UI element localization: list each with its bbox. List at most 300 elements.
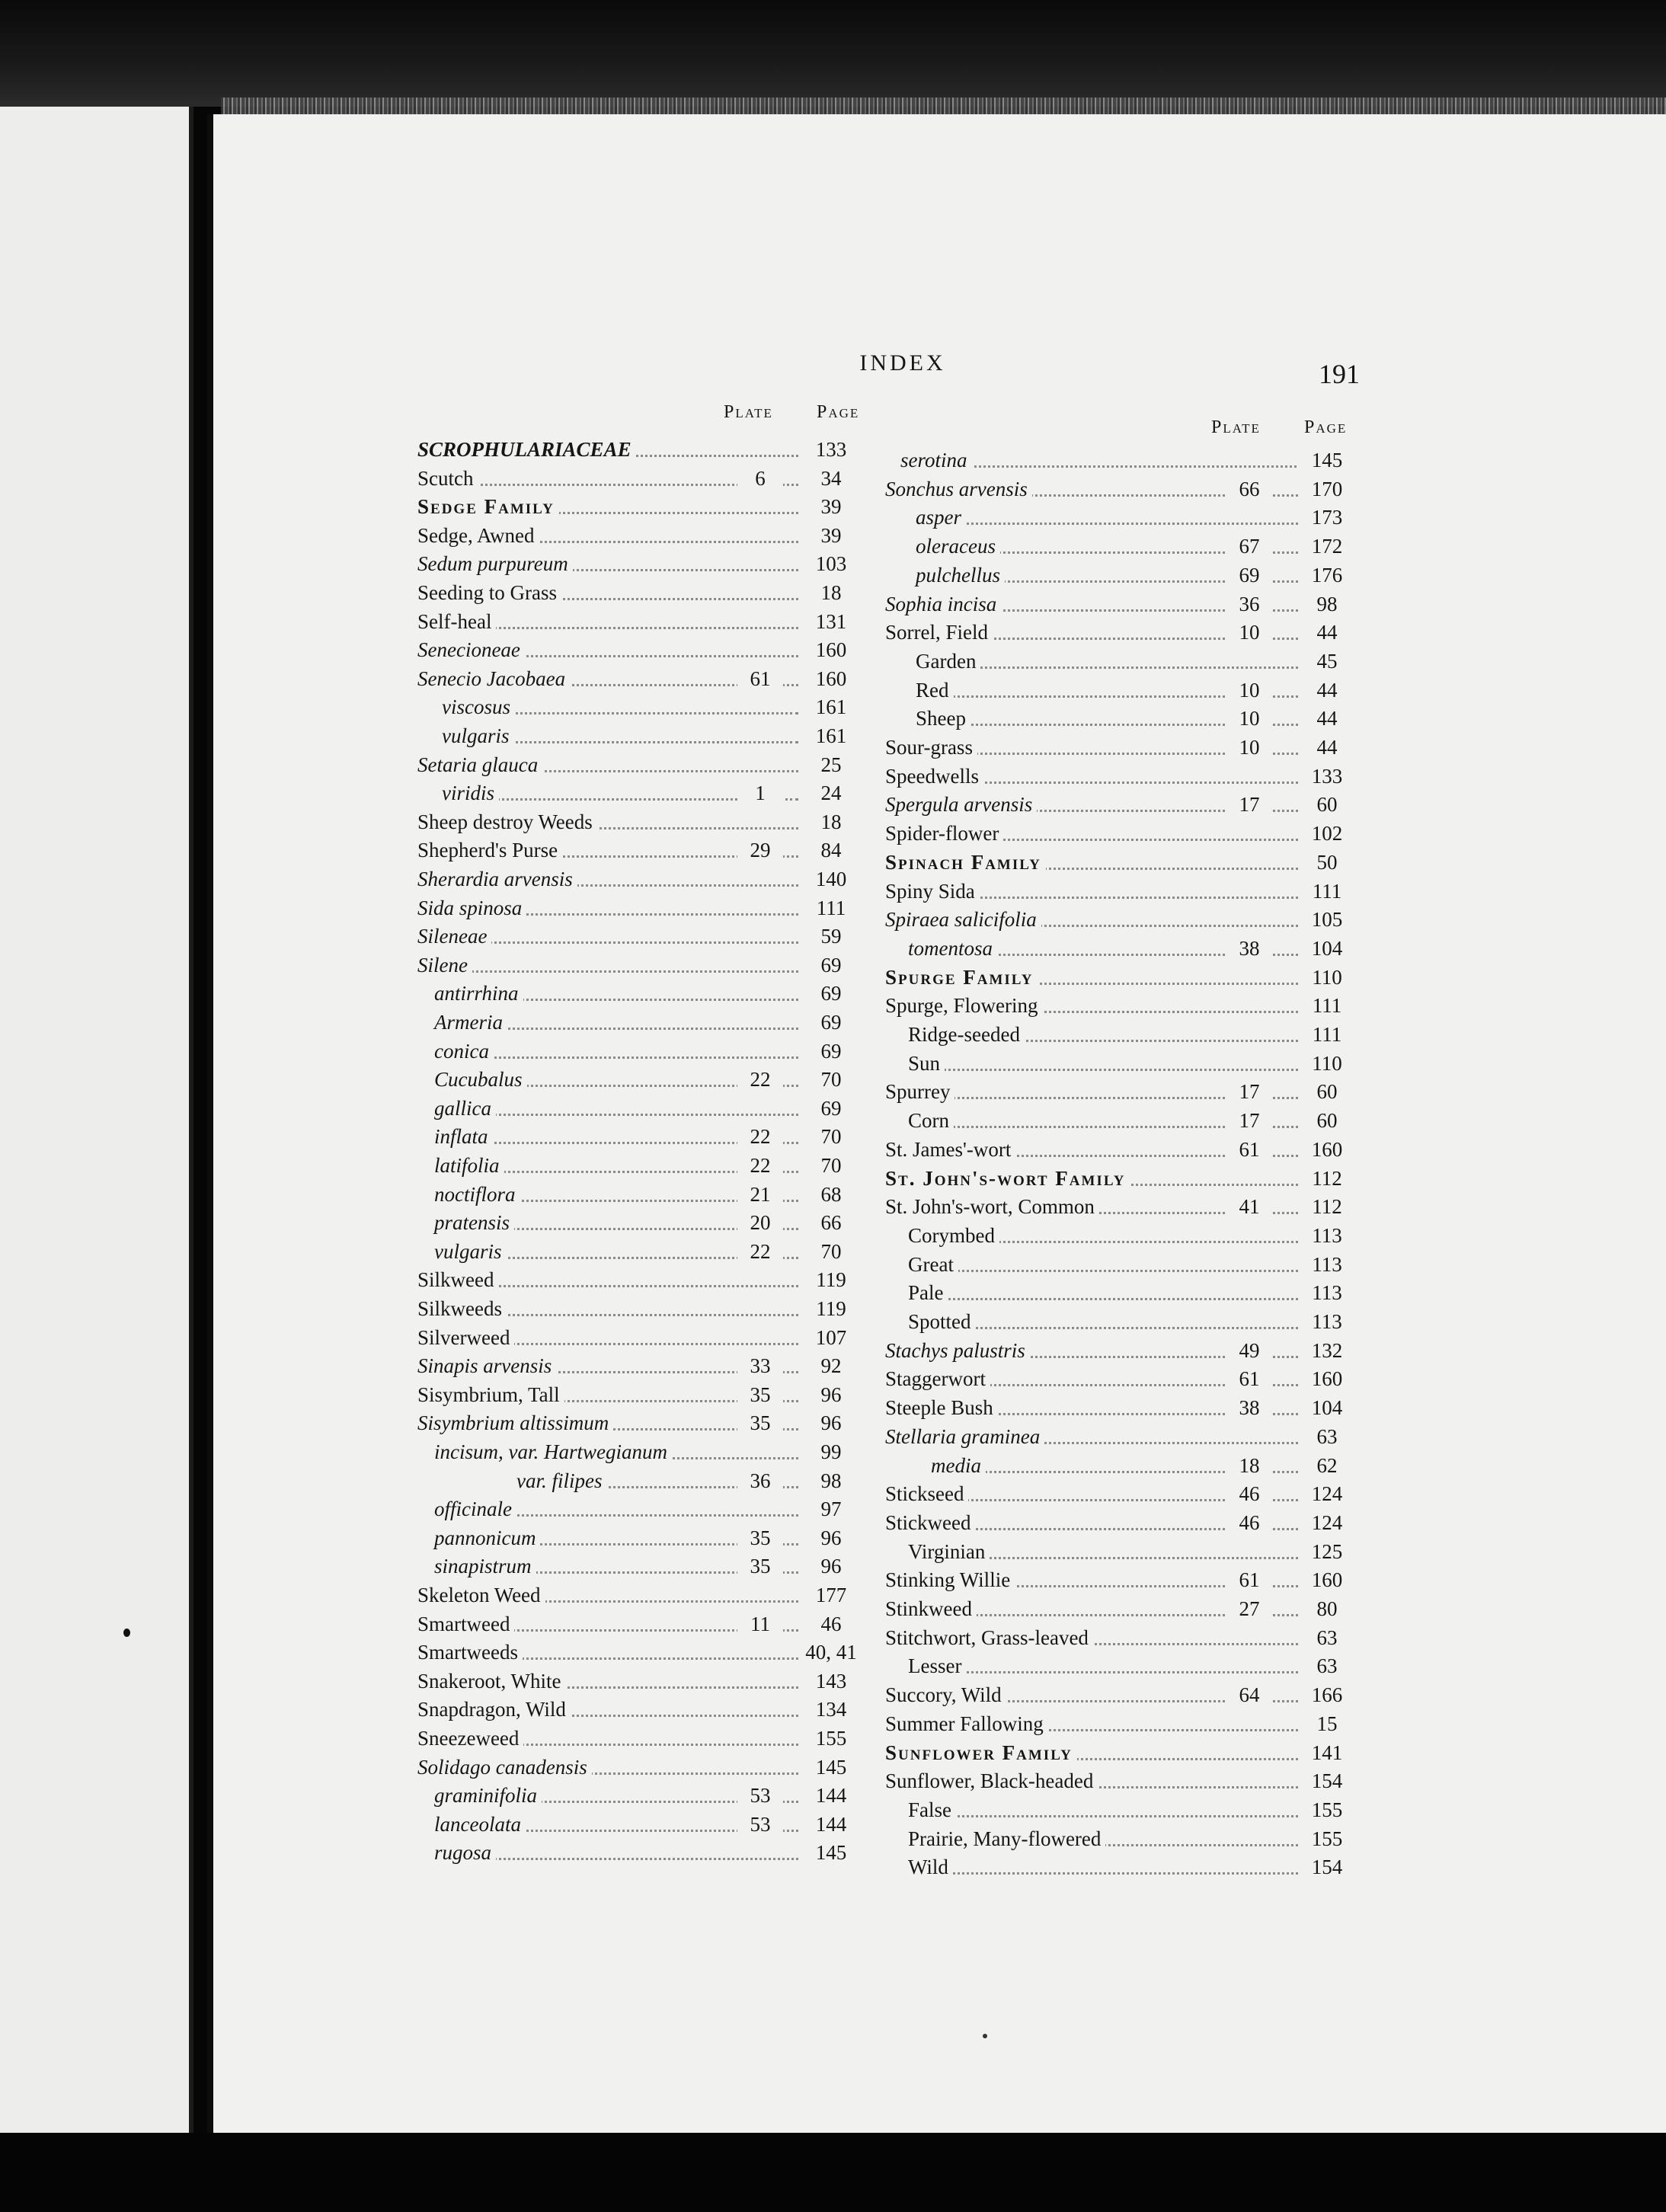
entry-term: Great xyxy=(908,1249,958,1280)
entry-plate: 22 xyxy=(737,1121,783,1152)
entry-page: 45 xyxy=(1298,646,1356,676)
index-entry xyxy=(885,761,1373,791)
entry-plate: 61 xyxy=(1226,1134,1272,1165)
entry-term: Speedwells xyxy=(885,761,983,791)
entry-term: pannonicum xyxy=(434,1523,540,1553)
entry-page: 155 xyxy=(1298,1824,1356,1854)
entry-plate: 41 xyxy=(1226,1191,1272,1222)
entry-page: 102 xyxy=(1298,818,1356,849)
index-entry xyxy=(885,560,1373,590)
index-entry xyxy=(417,1752,859,1782)
index-entry xyxy=(885,1651,1373,1681)
entry-page: 96 xyxy=(802,1379,860,1410)
entry-term: Setaria glauca xyxy=(417,750,542,780)
entry-page: 113 xyxy=(1298,1249,1356,1280)
index-entry xyxy=(417,1723,859,1753)
entry-page: 144 xyxy=(802,1809,860,1840)
entry-term: Solidago canadensis xyxy=(417,1752,592,1782)
index-entry xyxy=(885,1766,1373,1796)
entry-page: 133 xyxy=(1298,761,1356,791)
index-entry xyxy=(885,1565,1373,1595)
entry-term: Sida spinosa xyxy=(417,893,526,923)
entry-page: 160 xyxy=(802,635,860,665)
entry-plate: 10 xyxy=(1226,703,1272,734)
entry-page: 111 xyxy=(1298,876,1356,906)
entry-term: Smartweeds xyxy=(417,1637,523,1667)
entry-plate: 17 xyxy=(1226,1076,1272,1107)
index-entry xyxy=(417,1093,859,1124)
entry-page: 18 xyxy=(802,577,860,608)
index-entry xyxy=(885,1134,1373,1165)
entry-term: Stitchwort, Grass-leaved xyxy=(885,1622,1093,1653)
index-entry xyxy=(885,1392,1373,1423)
entry-page: 63 xyxy=(1298,1421,1356,1452)
entry-term: Sneezeweed xyxy=(417,1723,523,1753)
entry-term: Armeria xyxy=(434,1007,507,1037)
entry-page: 68 xyxy=(802,1179,860,1210)
entry-page: 46 xyxy=(802,1609,860,1639)
index-entry xyxy=(417,1207,859,1238)
entry-page: 154 xyxy=(1298,1852,1356,1882)
index-entry xyxy=(885,502,1373,532)
index-entry xyxy=(417,463,859,494)
index-entry xyxy=(885,1277,1373,1308)
entry-term: Self-heal xyxy=(417,606,496,637)
entry-page: 113 xyxy=(1298,1220,1356,1251)
entry-page: 155 xyxy=(1298,1795,1356,1825)
entry-term: Skeleton Weed xyxy=(417,1580,545,1610)
entry-plate: 22 xyxy=(737,1150,783,1181)
entry-plate: 22 xyxy=(737,1064,783,1095)
film-top-edge xyxy=(0,0,1666,107)
entry-term: Steeple Bush xyxy=(885,1392,998,1423)
index-entry xyxy=(417,1007,859,1037)
entry-page: 69 xyxy=(802,1007,860,1037)
entry-plate: 64 xyxy=(1226,1680,1272,1710)
entry-page: 40, 41 xyxy=(802,1637,860,1667)
entry-plate: 27 xyxy=(1226,1593,1272,1624)
right-page-heading: Page xyxy=(1304,417,1348,437)
entry-page: 173 xyxy=(1298,502,1356,532)
entry-term: Smartweed xyxy=(417,1609,514,1639)
index-entry xyxy=(885,1363,1373,1394)
entry-plate: 1 xyxy=(737,778,783,808)
entry-term: Sunflower, Black-headed xyxy=(885,1766,1098,1796)
entry-page: 70 xyxy=(802,1150,860,1181)
entry-term: Summer Fallowing xyxy=(885,1709,1048,1739)
index-entry xyxy=(885,1795,1373,1825)
entry-term: pulchellus xyxy=(916,560,1005,590)
entry-term: Corymbed xyxy=(908,1220,999,1251)
entry-page: 69 xyxy=(802,1093,860,1124)
entry-term: vulgaris xyxy=(434,1236,507,1267)
entry-plate: 38 xyxy=(1226,1392,1272,1423)
entry-page: 145 xyxy=(1298,445,1356,475)
index-entry xyxy=(417,1494,859,1524)
index-entry xyxy=(417,835,859,865)
ink-speck xyxy=(123,1629,130,1637)
entry-term: Seeding to Grass xyxy=(417,577,561,608)
entry-page: 104 xyxy=(1298,1392,1356,1423)
index-entry xyxy=(885,933,1373,964)
index-entry xyxy=(417,1264,859,1295)
entry-page: 141 xyxy=(1298,1737,1356,1768)
entry-term: Sheep xyxy=(916,703,971,734)
entry-page: 176 xyxy=(1298,560,1356,590)
entry-page: 34 xyxy=(802,463,860,494)
entry-term: viridis xyxy=(442,778,499,808)
index-entry xyxy=(417,1437,859,1467)
entry-page: 119 xyxy=(802,1264,860,1295)
dot-leader xyxy=(908,1872,1312,1875)
index-entry xyxy=(417,635,859,665)
entry-plate: 61 xyxy=(737,663,783,694)
entry-term: Silkweed xyxy=(417,1264,499,1295)
index-entry xyxy=(885,1220,1373,1251)
entry-term: Spiny Sida xyxy=(885,876,980,906)
entry-plate: 35 xyxy=(737,1379,783,1410)
index-entry xyxy=(885,589,1373,619)
entry-page: 63 xyxy=(1298,1622,1356,1653)
entry-plate: 53 xyxy=(737,1780,783,1811)
index-entry xyxy=(417,750,859,780)
entry-page: 134 xyxy=(802,1694,860,1725)
entry-plate: 10 xyxy=(1226,732,1272,762)
index-entry xyxy=(885,876,1373,906)
entry-term: Cucubalus xyxy=(434,1064,527,1095)
index-entry xyxy=(417,491,859,522)
entry-term: Spiraea salicifolia xyxy=(885,904,1041,935)
entry-term: Sheep destroy Weeds xyxy=(417,807,597,837)
entry-page: 133 xyxy=(802,434,860,465)
entry-term: Spurge Family xyxy=(885,962,1038,993)
entry-page: 143 xyxy=(802,1666,860,1696)
index-entry xyxy=(417,921,859,951)
index-entry xyxy=(417,1523,859,1553)
entry-page: 98 xyxy=(802,1466,860,1496)
index-entry xyxy=(417,978,859,1009)
index-entry xyxy=(417,1580,859,1610)
entry-term: Silene xyxy=(417,950,472,980)
entry-page: 145 xyxy=(802,1752,860,1782)
entry-plate: 29 xyxy=(737,835,783,865)
entry-term: Sonchus arvensis xyxy=(885,474,1032,504)
entry-term: Red xyxy=(916,675,954,705)
entry-term: noctiflora xyxy=(434,1179,520,1210)
entry-term: oleraceus xyxy=(916,531,1000,561)
index-entry xyxy=(885,1824,1373,1854)
entry-page: 70 xyxy=(802,1064,860,1095)
index-entry xyxy=(885,1306,1373,1337)
entry-plate: 17 xyxy=(1226,789,1272,820)
entry-term: Snakeroot, White xyxy=(417,1666,565,1696)
index-entry xyxy=(417,1293,859,1324)
entry-term: Senecio Jacobaea xyxy=(417,663,570,694)
facing-page-edge xyxy=(0,107,193,2133)
entry-term: vulgaris xyxy=(442,721,514,751)
entry-page: 140 xyxy=(802,864,860,894)
entry-term: False xyxy=(908,1795,956,1825)
index-entry xyxy=(885,703,1373,734)
index-entry xyxy=(417,778,859,808)
entry-term: Sinapis arvensis xyxy=(417,1351,556,1381)
entry-term: officinale xyxy=(434,1494,516,1524)
dot-leader xyxy=(908,1815,1312,1817)
entry-term: Prairie, Many-flowered xyxy=(908,1824,1105,1854)
entry-page: 107 xyxy=(802,1322,860,1353)
entry-term: Sedge Family xyxy=(417,491,559,522)
entry-term: Senecioneae xyxy=(417,635,525,665)
index-entry xyxy=(417,520,859,551)
entry-page: 84 xyxy=(802,835,860,865)
entry-plate: 20 xyxy=(737,1207,783,1238)
entry-term: Silverweed xyxy=(417,1322,514,1353)
entry-plate: 21 xyxy=(737,1179,783,1210)
entry-term: gallica xyxy=(434,1093,496,1124)
entry-plate: 67 xyxy=(1226,531,1272,561)
entry-page: 111 xyxy=(1298,1019,1356,1050)
entry-term: Stinking Willie xyxy=(885,1565,1015,1595)
left-plate-heading: Plate xyxy=(724,402,773,422)
entry-term: Shepherd's Purse xyxy=(417,835,562,865)
entry-term: Sedge, Awned xyxy=(417,520,539,551)
dot-leader xyxy=(908,1298,1312,1300)
index-entry xyxy=(885,1478,1373,1509)
index-entry xyxy=(885,1593,1373,1624)
entry-page: 110 xyxy=(1298,1048,1356,1079)
entry-plate: 22 xyxy=(737,1236,783,1267)
entry-page: 63 xyxy=(1298,1651,1356,1681)
entry-term: Spurrey xyxy=(885,1076,955,1107)
index-entry xyxy=(417,950,859,980)
dot-leader xyxy=(908,1069,1312,1071)
entry-plate: 61 xyxy=(1226,1363,1272,1394)
entry-term: Sun xyxy=(908,1048,945,1079)
entry-page: 44 xyxy=(1298,617,1356,647)
entry-plate: 35 xyxy=(737,1408,783,1438)
entry-page: 113 xyxy=(1298,1306,1356,1337)
entry-page: 96 xyxy=(802,1551,860,1581)
entry-term: Sherardia arvensis xyxy=(417,864,577,894)
entry-page: 59 xyxy=(802,921,860,951)
index-entry xyxy=(417,807,859,837)
entry-term: lanceolata xyxy=(434,1809,526,1840)
entry-term: viscosus xyxy=(442,692,515,722)
index-entry xyxy=(417,663,859,694)
entry-term: tomentosa xyxy=(908,933,997,964)
index-page xyxy=(207,114,1666,2133)
entry-page: 39 xyxy=(802,491,860,522)
index-entry xyxy=(885,474,1373,504)
index-entry xyxy=(417,606,859,637)
entry-page: 131 xyxy=(802,606,860,637)
entry-term: Stickseed xyxy=(885,1478,968,1509)
entry-plate: 10 xyxy=(1226,675,1272,705)
entry-page: 66 xyxy=(802,1207,860,1238)
entry-page: 62 xyxy=(1298,1450,1356,1481)
index-entry xyxy=(417,1551,859,1581)
entry-plate: 18 xyxy=(1226,1450,1272,1481)
index-entry xyxy=(885,1507,1373,1538)
entry-term: rugosa xyxy=(434,1837,496,1868)
entry-page: 50 xyxy=(1298,847,1356,877)
page-number: 191 xyxy=(1319,359,1360,389)
entry-page: 44 xyxy=(1298,675,1356,705)
entry-page: 172 xyxy=(1298,531,1356,561)
index-entry xyxy=(417,434,859,465)
entry-page: 145 xyxy=(802,1837,860,1868)
entry-term: Sophia incisa xyxy=(885,589,1001,619)
entry-term: Garden xyxy=(916,646,980,676)
entry-term: Wild xyxy=(908,1852,953,1882)
entry-plate: 36 xyxy=(1226,589,1272,619)
entry-term: Lesser xyxy=(908,1651,966,1681)
entry-term: Staggerwort xyxy=(885,1363,990,1394)
index-entry xyxy=(417,1466,859,1496)
entry-term: Virginian xyxy=(908,1536,990,1567)
entry-page: 39 xyxy=(802,520,860,551)
index-entry xyxy=(417,1408,859,1438)
entry-page: 69 xyxy=(802,1036,860,1066)
index-entry xyxy=(417,1809,859,1840)
entry-page: 70 xyxy=(802,1236,860,1267)
index-entry xyxy=(885,675,1373,705)
index-entry xyxy=(885,1622,1373,1653)
entry-page: 161 xyxy=(802,692,860,722)
entry-term: Sorrel, Field xyxy=(885,617,993,647)
entry-page: 160 xyxy=(1298,1565,1356,1595)
entry-plate: 33 xyxy=(737,1351,783,1381)
entry-plate: 10 xyxy=(1226,617,1272,647)
entry-term: asper xyxy=(916,502,966,532)
index-entry xyxy=(885,617,1373,647)
dot-leader xyxy=(417,970,798,973)
entry-page: 24 xyxy=(802,778,860,808)
index-entry xyxy=(885,1191,1373,1222)
entry-page: 166 xyxy=(1298,1680,1356,1710)
entry-plate: 66 xyxy=(1226,474,1272,504)
index-entry xyxy=(885,1076,1373,1107)
index-entry xyxy=(885,990,1373,1021)
index-entry xyxy=(885,1249,1373,1280)
entry-plate: 46 xyxy=(1226,1478,1272,1509)
index-entry xyxy=(885,818,1373,849)
index-entry xyxy=(885,1450,1373,1481)
entry-page: 70 xyxy=(802,1121,860,1152)
entry-page: 111 xyxy=(1298,990,1356,1021)
entry-page: 110 xyxy=(1298,962,1356,993)
entry-term: Snapdragon, Wild xyxy=(417,1694,571,1725)
entry-page: 113 xyxy=(1298,1277,1356,1308)
entry-term: Spurge, Flowering xyxy=(885,990,1043,1021)
entry-page: 69 xyxy=(802,978,860,1009)
entry-page: 60 xyxy=(1298,1076,1356,1107)
entry-term: media xyxy=(931,1450,986,1481)
entry-plate: 38 xyxy=(1226,933,1272,964)
entry-plate: 49 xyxy=(1226,1335,1272,1366)
index-entry xyxy=(885,732,1373,762)
ink-speck xyxy=(983,2034,987,2038)
entry-page: 69 xyxy=(802,950,860,980)
entry-page: 112 xyxy=(1298,1191,1356,1222)
index-entry xyxy=(885,1737,1373,1768)
entry-page: 44 xyxy=(1298,732,1356,762)
entry-page: 161 xyxy=(802,721,860,751)
index-entry xyxy=(885,962,1373,993)
page-title: INDEX xyxy=(859,350,946,376)
entry-plate: 46 xyxy=(1226,1507,1272,1538)
index-entry xyxy=(417,692,859,722)
entry-page: 96 xyxy=(802,1523,860,1553)
index-entry xyxy=(885,1105,1373,1136)
entry-page: 160 xyxy=(1298,1134,1356,1165)
index-entry xyxy=(417,1036,859,1066)
entry-page: 111 xyxy=(802,893,860,923)
dot-leader xyxy=(908,1671,1312,1673)
entry-term: Sour-grass xyxy=(885,732,977,762)
entry-term: serotina xyxy=(900,445,972,475)
entry-page: 104 xyxy=(1298,933,1356,964)
index-entry xyxy=(885,1709,1373,1739)
entry-term: Stellaria graminea xyxy=(885,1421,1044,1452)
entry-page: 144 xyxy=(802,1780,860,1811)
entry-term: Succory, Wild xyxy=(885,1680,1006,1710)
index-entry xyxy=(417,1609,859,1639)
right-plate-heading: Plate xyxy=(1211,417,1261,437)
index-entry xyxy=(417,1694,859,1725)
index-entry xyxy=(417,1666,859,1696)
entry-page: 18 xyxy=(802,807,860,837)
index-entry xyxy=(417,1837,859,1868)
entry-plate: 53 xyxy=(737,1809,783,1840)
entry-term: inflata xyxy=(434,1121,493,1152)
entry-page: 25 xyxy=(802,750,860,780)
index-entry xyxy=(885,445,1373,475)
entry-page: 103 xyxy=(802,548,860,579)
entry-plate: 35 xyxy=(737,1523,783,1553)
index-entry xyxy=(417,893,859,923)
dot-leader xyxy=(908,1270,1312,1272)
entry-page: 132 xyxy=(1298,1335,1356,1366)
index-entry xyxy=(417,1121,859,1152)
index-entry xyxy=(417,1322,859,1353)
entry-term: Sileneae xyxy=(417,921,491,951)
entry-page: 105 xyxy=(1298,904,1356,935)
entry-page: 44 xyxy=(1298,703,1356,734)
index-entry xyxy=(417,548,859,579)
entry-page: 96 xyxy=(802,1408,860,1438)
entry-term: var. filipes xyxy=(516,1466,607,1496)
entry-page: 60 xyxy=(1298,789,1356,820)
index-entry xyxy=(885,1335,1373,1366)
index-entry xyxy=(885,646,1373,676)
entry-page: 124 xyxy=(1298,1507,1356,1538)
entry-page: 80 xyxy=(1298,1593,1356,1624)
entry-term: Spider-flower xyxy=(885,818,1003,849)
entry-term: conica xyxy=(434,1036,494,1066)
index-entry xyxy=(417,721,859,751)
entry-term: Corn xyxy=(908,1105,954,1136)
index-entry xyxy=(885,1536,1373,1567)
entry-term: antirrhina xyxy=(434,978,523,1009)
film-bottom-edge xyxy=(0,2133,1666,2212)
index-entry xyxy=(417,1150,859,1181)
entry-page: 155 xyxy=(802,1723,860,1753)
index-entry xyxy=(417,1780,859,1811)
entry-page: 112 xyxy=(1298,1163,1356,1194)
entry-term: Ridge-seeded xyxy=(908,1019,1025,1050)
entry-term: Stickweed xyxy=(885,1507,975,1538)
